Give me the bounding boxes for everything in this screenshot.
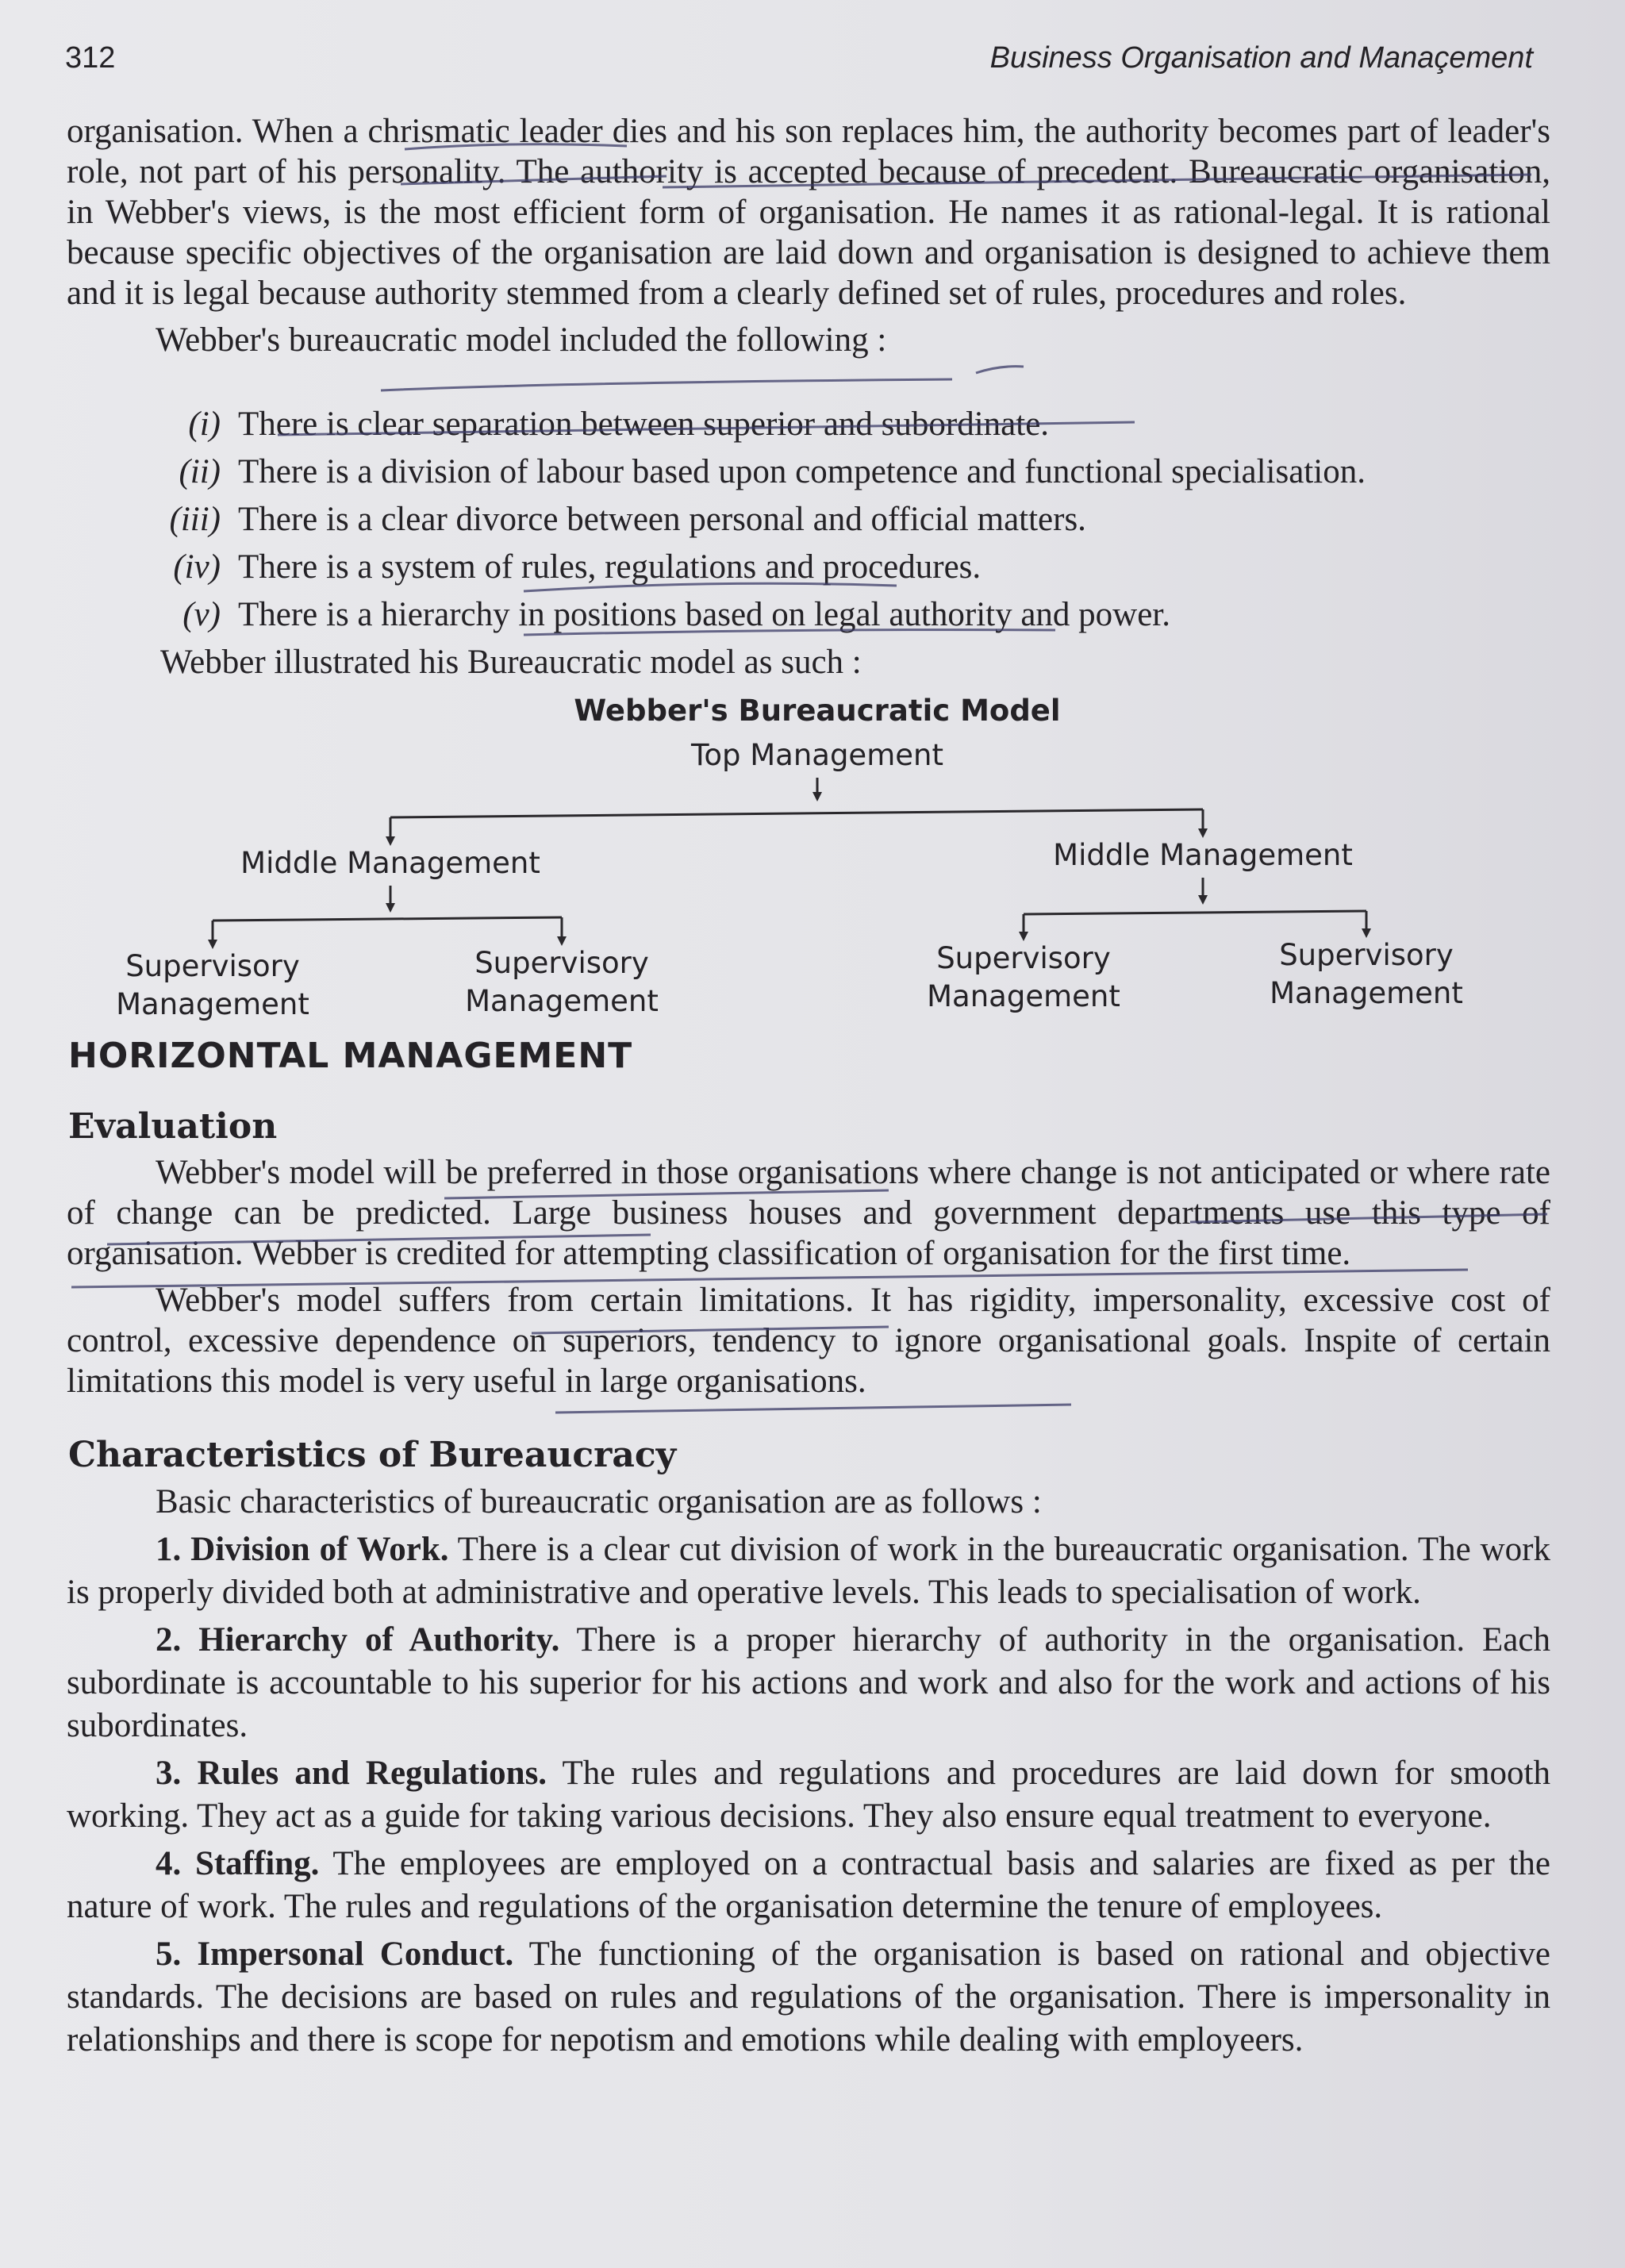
list-item xyxy=(67,500,1550,548)
characteristics-intro: Basic characteristics of bureaucratic organisation are as follows : xyxy=(156,1483,1042,1520)
diagram-intro-text: Webber illustrated his Bureaucratic model as such : xyxy=(160,644,862,681)
running-head: Business Organisation and Manaçement xyxy=(989,41,1533,75)
page-header xyxy=(65,41,1533,89)
characteristic-text: The functioning of the organisation is based on rational and objective standards. The decisions are based on rules and regulations of the organisation. There is impersonality in relationships and there is scope for nepotism and emotions while dealing with employeers. xyxy=(67,1935,1550,2058)
characteristic-title: 5. Impersonal Conduct. xyxy=(156,1935,514,1973)
pen-underline xyxy=(976,367,1024,373)
evaluation-paragraph: Webber's model will be preferred in those organisations where change is not anticipated or where rate of change can be predicted. Large business houses and government departments use this type of organisation. Webber is credited for attempting classification of organisation for the first time. xyxy=(67,1154,1550,1272)
list-item-text: There is a system of rules, regulations and procedures. xyxy=(238,548,982,586)
model-list xyxy=(67,405,1550,690)
page-number: 312 xyxy=(65,41,116,75)
characteristic-title: 4. Staffing. xyxy=(156,1845,320,1882)
characteristic-item xyxy=(67,1843,1550,1928)
supervisory-management-label: Supervisory Management xyxy=(1270,938,1463,1010)
characteristic-item xyxy=(67,1933,1550,2062)
list-item xyxy=(67,595,1550,643)
characteristics-heading: Characteristics of Bureaucracy xyxy=(68,1435,677,1475)
evaluation-heading: Evaluation xyxy=(68,1106,278,1147)
characteristic-text: There is a clear cut division of work in the bureaucratic organisation. The work is properly divided both at administrative and operative levels. This leads to specialisation of work. xyxy=(67,1531,1550,1611)
supervisory-management-label: Supervisory Management xyxy=(927,941,1120,1013)
intro-paragraph-text: organisation. When a chrismatic leader dies and his son replaces him, the authority becomes part of leader's role, not part of his personality. The authority is accepted because of precedent. Bureaucratic organisation, in Webber's views, is the most efficient form of organisation. He names it as rational-legal. It is rational because specific objectives of the organisation are laid down and organisation is designed to achieve them and it is legal because authority stemmed from a clearly defined set of rules, procedures and roles. xyxy=(67,113,1550,312)
evaluation-section xyxy=(67,1152,1550,1401)
list-item-text: There is a clear divorce between personal and official matters. xyxy=(238,501,1086,538)
list-item xyxy=(67,452,1550,500)
arrow-head xyxy=(812,792,822,801)
characteristic-text: The employees are employed on a contractual basis and salaries are fixed as per the nature of work. The rules and regulations of the organisation determine the tenure of employees. xyxy=(67,1845,1550,1925)
characteristic-title: 2. Hierarchy of Authority. xyxy=(156,1621,560,1659)
list-item-number: (i) xyxy=(188,406,221,443)
diagram-title: Webber's Bureaucratic Model xyxy=(574,694,1061,728)
pen-underline xyxy=(381,379,952,390)
list-item xyxy=(67,405,1550,452)
characteristic-text: The rules and regulations and procedures are laid down for smooth working. They act as a guide for taking various decisions. They also ensure equal treatment to everyone. xyxy=(67,1755,1550,1835)
connector-line xyxy=(390,809,1203,817)
horizontal-management-heading: HORIZONTAL MANAGEMENT xyxy=(68,1036,633,1076)
connector-line xyxy=(1024,911,1366,914)
characteristic-text: There is a proper hierarchy of authority in the organisation. Each subordinate is accountable to his superior for his actions and work and also for the work and actions of his subordinates. xyxy=(67,1621,1550,1744)
list-item-text: There is clear separation between superior and subordinate. xyxy=(238,406,1050,443)
supervisory-management-label: Supervisory Management xyxy=(116,949,309,1021)
list-item-text: There is a hierarchy in positions based on legal authority and power. xyxy=(238,596,1171,633)
list-item xyxy=(67,548,1550,595)
middle-management-left-label: Middle Management xyxy=(240,846,540,880)
list-item-number: (v) xyxy=(182,596,221,633)
characteristics-section xyxy=(67,1481,1550,2062)
list-intro: Webber's bureaucratic model included the following : xyxy=(156,321,887,359)
characteristic-item xyxy=(67,1752,1550,1838)
list-item-number: (iv) xyxy=(173,548,221,586)
bureaucratic-model-diagram xyxy=(0,682,1625,1032)
supervisory-management-label: Supervisory Management xyxy=(465,946,659,1018)
connector-line xyxy=(213,917,562,921)
pen-underline xyxy=(555,1405,1071,1413)
arrow-head xyxy=(1198,895,1208,905)
intro-paragraph xyxy=(67,111,1550,360)
evaluation-paragraph: Webber's model suffers from certain limitations. It has rigidity, impersonality, excessive cost of control, excessive dependence on superiors, tendency to ignore organisational goals. Inspite of certain limitations this model is very useful in large organisations. xyxy=(67,1282,1550,1400)
characteristic-item xyxy=(67,1619,1550,1747)
list-item-number: (iii) xyxy=(169,501,221,538)
top-management-label: Top Management xyxy=(691,738,943,772)
arrow-head xyxy=(386,903,395,913)
middle-management-right-label: Middle Management xyxy=(1053,838,1353,872)
list-item-number: (ii) xyxy=(179,453,221,490)
characteristic-item xyxy=(67,1528,1550,1614)
characteristic-title: 3. Rules and Regulations. xyxy=(156,1755,547,1792)
characteristic-title: 1. Division of Work. xyxy=(156,1531,449,1568)
list-item-text: There is a division of labour based upon competence and functional specialisation. xyxy=(238,453,1366,490)
